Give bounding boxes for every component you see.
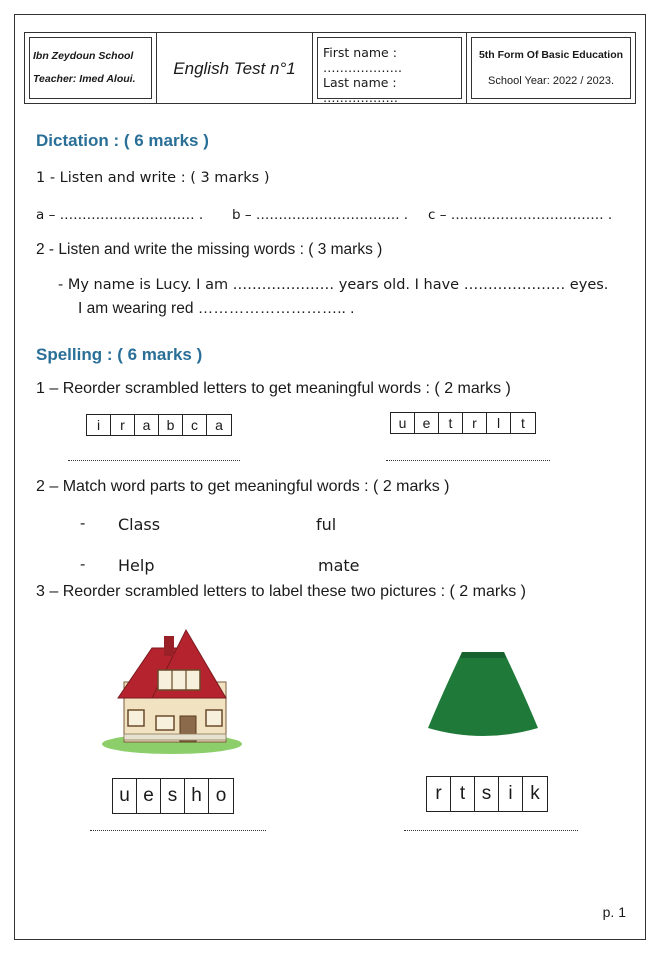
page-number: p. 1 xyxy=(602,904,626,920)
letter-box: s xyxy=(161,779,185,813)
match-right-1[interactable]: ful xyxy=(316,515,337,534)
letter-box: e xyxy=(137,779,161,813)
letter-box: u xyxy=(113,779,137,813)
letter-box: t xyxy=(439,413,463,433)
scrambled-word-2 xyxy=(390,412,536,434)
match-bullet: - xyxy=(80,556,86,573)
answer-line-word-2[interactable] xyxy=(386,460,550,461)
picture2-letters xyxy=(426,776,548,812)
first-name-field[interactable]: First name : ………………. xyxy=(323,45,402,75)
letter-box: r xyxy=(427,777,451,811)
letter-box: u xyxy=(391,413,415,433)
attic-window xyxy=(158,670,200,690)
dictation-q2: 2 - Listen and write the missing words : ( 3 marks ) xyxy=(36,241,383,258)
scrambled-word-1 xyxy=(86,414,232,436)
match-right-2[interactable]: mate xyxy=(318,556,360,575)
form-label: 5th Form Of Basic Education xyxy=(478,49,624,61)
house-picture xyxy=(100,622,250,756)
letter-box: e xyxy=(415,413,439,433)
dictation-q1: 1 - Listen and write : ( 3 marks ) xyxy=(36,170,270,186)
letter-box: k xyxy=(530,783,540,804)
teacher-name: Teacher: Imed Aloui. xyxy=(33,73,136,85)
spelling-q3: 3 – Reorder scrambled letters to label these two pictures : ( 2 marks ) xyxy=(36,583,526,600)
blank-a[interactable]: a – ………………………… . xyxy=(36,207,204,223)
letter-box: i xyxy=(499,777,523,811)
school-cell xyxy=(25,33,157,103)
letter-box: l xyxy=(487,413,511,433)
letter-box: a xyxy=(215,417,223,433)
blank-b[interactable]: b – ………………………….. . xyxy=(232,207,409,223)
letter-box: s xyxy=(475,777,499,811)
form-cell xyxy=(467,33,635,103)
fence xyxy=(124,734,226,740)
picture1-letters xyxy=(112,778,234,814)
letter-box: h xyxy=(185,779,209,813)
answer-line-picture-1[interactable] xyxy=(90,830,266,831)
window-left xyxy=(128,710,144,726)
test-header xyxy=(24,32,636,104)
letter-box: r xyxy=(111,415,135,435)
name-cell xyxy=(313,33,467,103)
letter-box: i xyxy=(87,415,111,435)
window-right xyxy=(206,710,222,726)
window-middle xyxy=(156,716,174,730)
chimney xyxy=(164,636,174,656)
blank-c[interactable]: c – ……………………………. . xyxy=(428,207,613,223)
letter-box: t xyxy=(521,415,525,431)
letter-box: o xyxy=(215,785,227,806)
spelling-q1: 1 – Reorder scrambled letters to get meaningful words : ( 2 marks ) xyxy=(36,380,511,397)
title-cell xyxy=(157,33,313,103)
letter-box: a xyxy=(135,415,159,435)
dictation-line-2[interactable]: I am wearing red ……………………….. . xyxy=(78,300,355,317)
page-border xyxy=(14,14,646,940)
letter-box: t xyxy=(451,777,475,811)
spelling-q2: 2 – Match word parts to get meaningful words : ( 2 marks ) xyxy=(36,478,450,495)
match-left-1[interactable]: Class xyxy=(118,515,161,534)
school-name: Ibn Zeydoun School xyxy=(33,50,134,62)
skirt-picture xyxy=(426,648,540,740)
test-title: English Test n°1 xyxy=(173,59,296,78)
dictation-heading: Dictation : ( 6 marks ) xyxy=(36,131,209,150)
school-year: School Year: 2022 / 2023. xyxy=(488,75,614,87)
match-bullet: - xyxy=(80,515,86,532)
letter-box: b xyxy=(159,415,183,435)
answer-line-word-1[interactable] xyxy=(68,460,240,461)
letter-box: c xyxy=(183,415,207,435)
skirt xyxy=(428,652,538,736)
dictation-line-1[interactable]: - My name is Lucy. I am ………………… years old. I have ………………… eyes. xyxy=(58,277,609,293)
answer-line-picture-2[interactable] xyxy=(404,830,578,831)
spelling-heading: Spelling : ( 6 marks ) xyxy=(36,345,203,364)
last-name-field[interactable]: Last name : ……………… xyxy=(323,75,398,105)
match-left-2[interactable]: Help xyxy=(118,556,155,575)
letter-box: r xyxy=(463,413,487,433)
